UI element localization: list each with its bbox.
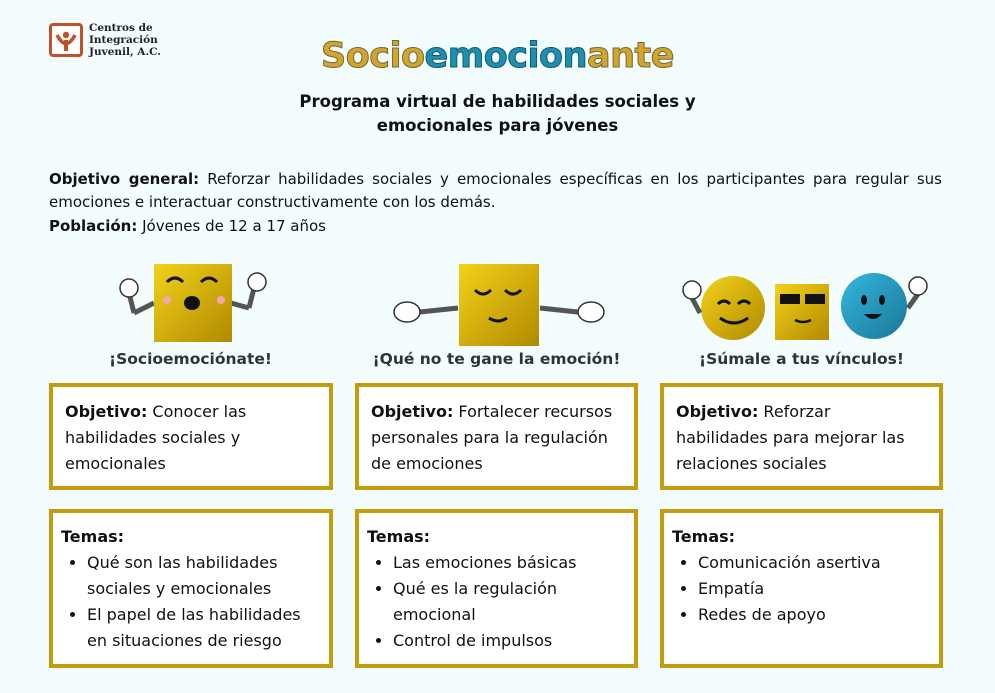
title-part-ante: ante: [587, 36, 675, 76]
list-item: • Control de impulsos: [393, 628, 626, 654]
general-objective: [49, 168, 942, 214]
title-part-emocion: emocion: [424, 36, 587, 76]
happy-square-character-icon: [49, 258, 332, 348]
page-title: [0, 36, 995, 76]
subtitle-line-1: Programa virtual de habilidades sociales y: [299, 92, 696, 111]
module-3-objective-box: [660, 383, 943, 490]
list-item: • Las emociones básicas: [393, 550, 626, 576]
population-text: Jóvenes de 12 a 17 años: [137, 217, 326, 235]
module-1-topics-box: [49, 509, 333, 668]
general-objective-label: Objetivo general:: [49, 170, 200, 188]
friends-characters-icon: [660, 258, 943, 348]
module-1-objective-label: Objetivo:: [65, 402, 148, 421]
list-item: • Qué son las habilidades sociales y emocionales: [87, 550, 321, 602]
title-part-socio: Socio: [320, 36, 425, 76]
module-3-topics-list: [672, 550, 931, 628]
logo-line-2: Integración: [89, 34, 158, 46]
module-2-objective-box: [355, 383, 638, 490]
list-item: • El papel de las habilidades en situaciones de riesgo: [87, 602, 321, 654]
module-3-topics-box: [660, 509, 943, 668]
module-1-objective-box: [49, 383, 333, 490]
page-subtitle: [0, 90, 995, 138]
module-2-topics-label: Temas:: [367, 527, 431, 546]
module-1-objective-text: Conocer las habilidades sociales y emocionales: [65, 402, 247, 473]
module-3-objective-label: Objetivo:: [676, 402, 759, 421]
module-3-topics-label: Temas:: [672, 527, 736, 546]
module-2-topics-box: [355, 509, 638, 668]
list-item: • Redes de apoyo: [698, 602, 931, 628]
logo-line-1: Centros de: [89, 22, 153, 34]
general-objective-text: Reforzar habilidades sociales y emocionales específicas en los participantes para regular sus emociones e interactuar constructivamente con los demás.: [49, 170, 942, 211]
list-item: • Comunicación asertiva: [698, 550, 931, 576]
list-item: • Qué es la regulación emocional: [393, 576, 626, 628]
logo-line-3: Juvenil, A.C.: [89, 46, 161, 58]
module-2-topics-list: [367, 550, 626, 654]
calm-square-character-icon: [355, 258, 638, 348]
module-2-title: ¡Qué no te gane la emoción!: [372, 350, 621, 368]
list-item: • Empatía: [698, 576, 931, 602]
module-3-objective-text: Reforzar habilidades para mejorar las relaciones sociales: [676, 402, 905, 473]
subtitle-line-2: emocionales para jóvenes: [376, 116, 619, 135]
module-3-title: ¡Súmale a tus vínculos!: [699, 350, 904, 368]
population: [49, 215, 326, 238]
module-1-topics-label: Temas:: [61, 527, 125, 546]
module-2-objective-text: Fortalecer recursos personales para la regulación de emociones: [371, 402, 613, 473]
module-2-objective-label: Objetivo:: [371, 402, 454, 421]
module-1-topics-list: [61, 550, 321, 654]
module-1-title: ¡Socioemociónate!: [109, 350, 272, 368]
population-label: Población:: [49, 217, 138, 235]
